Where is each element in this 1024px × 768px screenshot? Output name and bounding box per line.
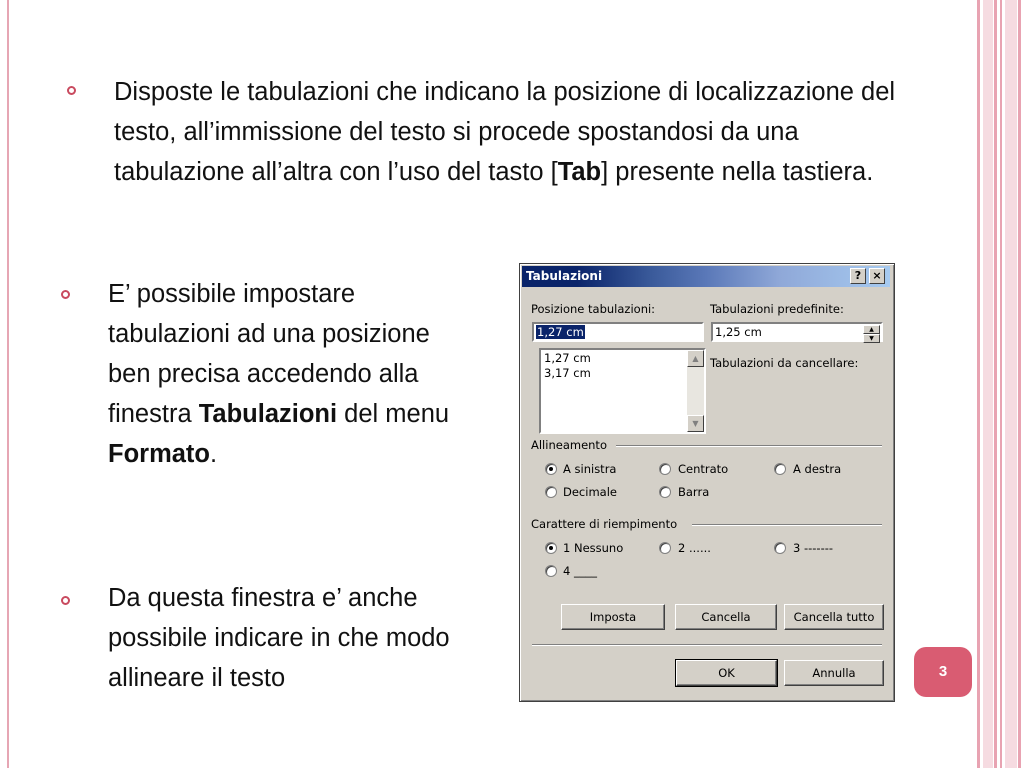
radio-leader-none-label[interactable]: 1 Nessuno <box>563 541 624 555</box>
paragraph-bold: Tab <box>557 158 602 186</box>
paragraph-alignment <box>108 578 488 698</box>
decorative-stripes <box>977 0 1024 768</box>
paragraph-bold: Tabulazioni <box>198 400 338 428</box>
spin-down-icon[interactable]: ▼ <box>863 334 880 343</box>
radio-leader-underline[interactable] <box>545 565 557 577</box>
scroll-down-icon[interactable]: ▼ <box>687 415 704 432</box>
radio-bar[interactable] <box>659 486 671 498</box>
radio-left[interactable] <box>545 463 557 475</box>
paragraph-tab-usage <box>114 72 924 192</box>
radio-leader-underline-label[interactable]: 4 ____ <box>563 564 597 578</box>
paragraph-text: Da questa finestra e’ anche possibile indicare in che modo allineare il testo <box>108 584 450 692</box>
tab-positions-list[interactable] <box>539 348 706 434</box>
tabulazioni-dialog <box>519 263 895 702</box>
default-tabs-value: 1,25 cm <box>715 325 762 339</box>
paragraph-text: del menu <box>337 400 450 428</box>
paragraph-text: . <box>210 440 218 468</box>
radio-leader-none[interactable] <box>545 542 557 554</box>
tab-positions-label: Posizione tabulazioni: <box>531 302 656 316</box>
radio-center[interactable] <box>659 463 671 475</box>
tab-positions-value: 1,27 cm <box>537 325 584 339</box>
ok-button[interactable]: OK <box>676 660 777 686</box>
radio-right-label[interactable]: A destra <box>793 462 842 476</box>
clear-all-button[interactable]: Cancella tutto <box>784 604 884 630</box>
paragraph-text: Disposte le tabulazioni che indicano la posizione di localizzazione del testo, all’immissione del testo si procede spostandosi da una tabulazione all’altra con l’uso del tasto [ <box>114 78 896 186</box>
default-tabs-label: Tabulazioni predefinite: <box>710 302 844 316</box>
bullet-icon <box>67 86 76 95</box>
bullet-icon <box>61 290 70 299</box>
dialog-separator <box>532 644 882 646</box>
group-divider <box>692 524 882 526</box>
paragraph-text: E’ possibile impostare tabulazioni ad una posizione ben precisa accedendo alla finestra <box>108 280 430 428</box>
bullet-icon <box>61 596 70 605</box>
alignment-group-label: Allineamento <box>531 438 607 452</box>
radio-decimal-label[interactable]: Decimale <box>563 485 617 499</box>
close-button[interactable]: × <box>869 268 885 284</box>
radio-right[interactable] <box>774 463 786 475</box>
set-button[interactable]: Imposta <box>561 604 665 630</box>
radio-leader-dashes[interactable] <box>774 542 786 554</box>
radio-leader-dots-label[interactable]: 2 ...... <box>678 541 711 555</box>
help-button[interactable]: ? <box>850 268 866 284</box>
paragraph-text: ] presente nella tastiera. <box>601 158 874 186</box>
radio-leader-dots[interactable] <box>659 542 671 554</box>
leader-group-label: Carattere di riempimento <box>531 517 678 531</box>
page-number-badge: 3 <box>914 647 972 697</box>
cancel-button[interactable]: Annulla <box>784 660 884 686</box>
clear-button[interactable]: Cancella <box>675 604 777 630</box>
paragraph-bold: Formato <box>108 440 210 468</box>
list-item[interactable]: 3,17 cm <box>544 366 591 380</box>
radio-center-label[interactable]: Centrato <box>678 462 729 476</box>
dialog-titlebar <box>522 266 890 287</box>
default-tabs-input[interactable] <box>711 322 883 342</box>
tab-positions-input[interactable] <box>532 322 704 342</box>
dialog-title: Tabulazioni <box>526 269 603 283</box>
radio-left-label[interactable]: A sinistra <box>563 462 617 476</box>
group-divider <box>616 445 882 447</box>
radio-decimal[interactable] <box>545 486 557 498</box>
list-item[interactable]: 1,27 cm <box>544 351 591 365</box>
radio-bar-label[interactable]: Barra <box>678 485 710 499</box>
scroll-up-icon[interactable]: ▲ <box>687 350 704 367</box>
tabs-to-clear-label: Tabulazioni da cancellare: <box>710 356 859 370</box>
spin-up-icon[interactable]: ▲ <box>863 325 880 334</box>
radio-leader-dashes-label[interactable]: 3 ------- <box>793 541 834 555</box>
left-border-line <box>7 0 9 768</box>
list-scrollbar[interactable] <box>687 350 704 432</box>
paragraph-open-dialog <box>108 274 478 474</box>
